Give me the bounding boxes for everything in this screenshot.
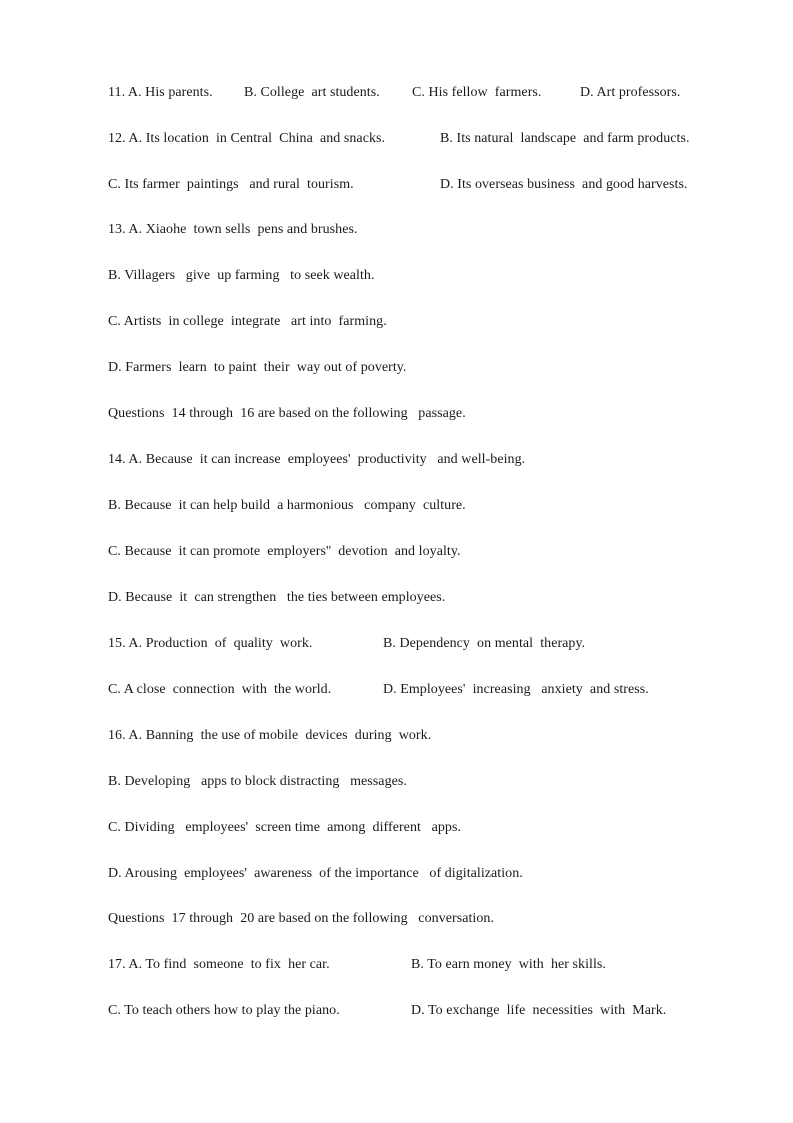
section-intro-14-16: Questions 14 through 16 are based on the following passage. (108, 406, 466, 421)
question-17-row-1 (108, 956, 606, 974)
option-11b: B. College art students. (244, 85, 380, 100)
option-13c: C. Artists in college integrate art into farming. (108, 314, 387, 329)
option-14c: C. Because it can promote employers'' devotion and loyalty. (108, 544, 461, 559)
option-15a: 15. A. Production of quality work. (108, 636, 313, 651)
option-17c: C. To teach others how to play the piano. (108, 1003, 340, 1018)
question-15-row-1 (108, 635, 586, 653)
option-15b: B. Dependency on mental therapy. (383, 636, 586, 651)
section-intro-17-20: Questions 17 through 20 are based on the following conversation. (108, 911, 494, 926)
option-11a: 11. A. His parents. (108, 85, 213, 100)
option-11d: D. Art professors. (580, 85, 681, 100)
option-17d: D. To exchange life necessities with Mark. (411, 1003, 667, 1018)
option-17b: B. To earn money with her skills. (411, 957, 606, 972)
option-16a: 16. A. Banning the use of mobile devices during work. (108, 728, 432, 743)
option-12a: 12. A. Its location in Central China and snacks. (108, 131, 386, 146)
option-14b: B. Because it can help build a harmonious company culture. (108, 498, 466, 513)
option-17a: 17. A. To find someone to fix her car. (108, 957, 330, 972)
option-15c: C. A close connection with the world. (108, 682, 332, 697)
question-11-row (108, 84, 681, 102)
option-16d: D. Arousing employees' awareness of the importance of digitalization. (108, 866, 523, 881)
option-15d: D. Employees' increasing anxiety and stress. (383, 682, 649, 697)
option-16b: B. Developing apps to block distracting messages. (108, 774, 407, 789)
option-13d: D. Farmers learn to paint their way out of poverty. (108, 360, 407, 375)
question-12-row-2 (108, 176, 688, 194)
question-17-row-2 (108, 1002, 667, 1020)
option-13b: B. Villagers give up farming to seek wealth. (108, 268, 375, 283)
option-13a: 13. A. Xiaohe town sells pens and brushes. (108, 222, 358, 237)
option-11c: C. His fellow farmers. (412, 85, 542, 100)
question-15-row-2 (108, 681, 649, 699)
option-12d: D. Its overseas business and good harvests. (440, 177, 688, 192)
option-16c: C. Dividing employees' screen time among different apps. (108, 820, 461, 835)
option-12c: C. Its farmer paintings and rural tourism. (108, 177, 354, 192)
option-14d: D. Because it can strengthen the ties between employees. (108, 590, 446, 605)
question-12-row-1 (108, 130, 690, 148)
option-14a: 14. A. Because it can increase employees' productivity and well-being. (108, 452, 526, 467)
option-12b: B. Its natural landscape and farm products. (440, 131, 690, 146)
